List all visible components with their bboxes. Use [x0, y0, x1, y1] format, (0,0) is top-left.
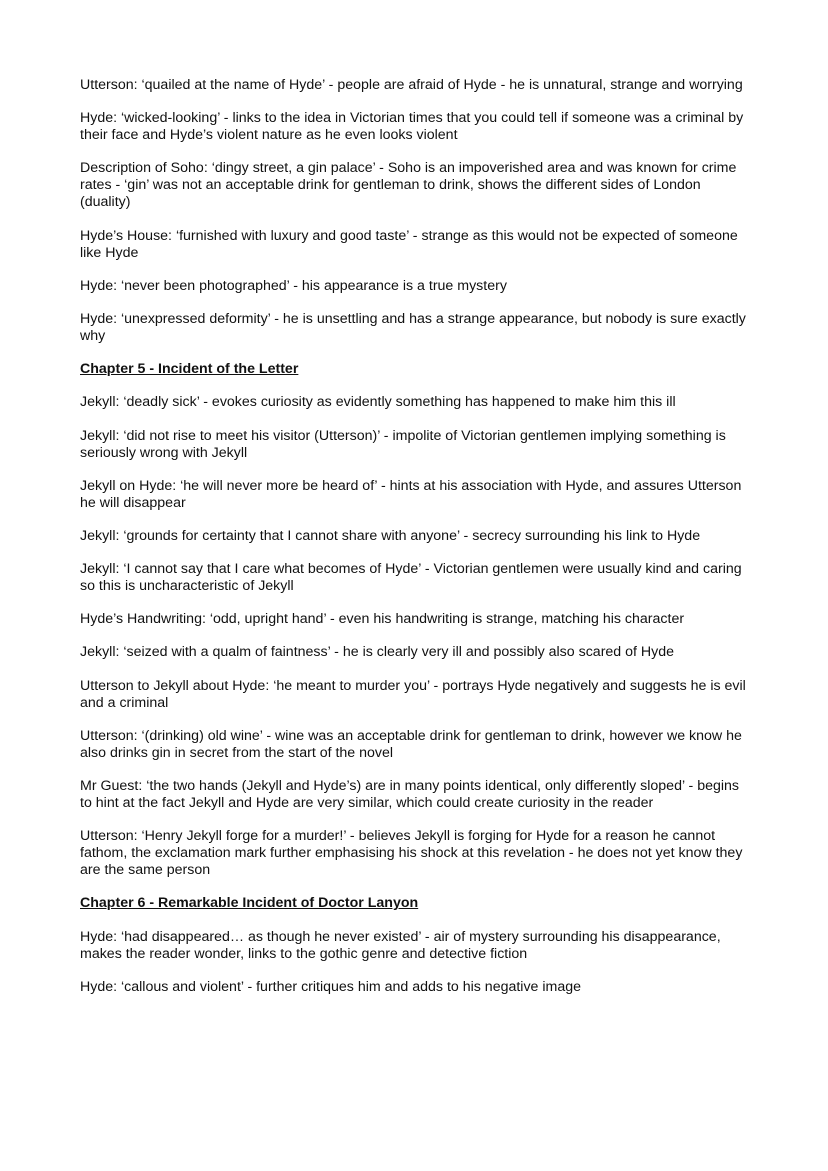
- paragraph: Hyde’s Handwriting: ‘odd, upright hand’ - even his handwriting is strange, matching his character: [80, 611, 685, 628]
- paragraph: Jekyll: ‘did not rise to meet his visitor (Utterson)’ - impolite of Victorian gentlemen implying something is seriously wrong with Jekyll: [80, 427, 726, 461]
- paragraph: Jekyll: ‘I cannot say that I care what becomes of Hyde’ - Victorian gentlemen were usually kind and caring so this is uncharacteristic of Jekyll: [80, 561, 742, 595]
- paragraph: Jekyll on Hyde: ‘he will never more be heard of’ - hints at his association with Hyde, and assures Utterson he will disappear: [80, 477, 742, 511]
- paragraph: Hyde: ‘wicked-looking’ - links to the idea in Victorian times that you could tell if someone was a criminal by their face and Hyde’s violent nature as he even looks violent: [80, 110, 744, 144]
- document-page: [80, 77, 752, 1012]
- paragraph: Utterson: ‘quailed at the name of Hyde’ - people are afraid of Hyde - he is unnatural, strange and worrying: [80, 77, 743, 93]
- chapter-heading: Chapter 6 - Remarkable Incident of Doctor Lanyon: [80, 895, 419, 912]
- chapter-heading: Chapter 5 - Incident of the Letter: [80, 361, 299, 378]
- paragraph: Hyde: ‘unexpressed deformity’ - he is unsettling and has a strange appearance, but nobody is sure exactly why: [80, 310, 746, 344]
- paragraph: Hyde: ‘never been photographed’ - his appearance is a true mystery: [80, 277, 507, 294]
- paragraph: Utterson to Jekyll about Hyde: ‘he meant to murder you’ - portrays Hyde negatively and suggests he is evil and a criminal: [80, 677, 746, 711]
- paragraph: Description of Soho: ‘dingy street, a gin palace’ - Soho is an impoverished area and was known for crime rates - ‘gin’ was not an acceptable drink for gentleman to drink, shows the different sides of London (duality): [80, 160, 737, 211]
- paragraph: Utterson: ‘(drinking) old wine’ - wine was an acceptable drink for gentleman to drink, however we know he also drinks gin in secret from the start of the novel: [80, 727, 742, 761]
- paragraph: Jekyll: ‘deadly sick’ - evokes curiosity as evidently something has happened to make him this ill: [80, 394, 676, 411]
- paragraph: Jekyll: ‘seized with a qualm of faintness’ - he is clearly very ill and possibly also scared of Hyde: [80, 644, 675, 661]
- paragraph: Jekyll: ‘grounds for certainty that I cannot share with anyone’ - secrecy surrounding his link to Hyde: [80, 527, 701, 544]
- paragraph: Hyde: ‘callous and violent’ - further critiques him and adds to his negative image: [80, 978, 582, 995]
- paragraph: Hyde: ‘had disappeared… as though he never existed’ - air of mystery surrounding his disappearance, makes the reader wonder, links to the gothic genre and detective fiction: [80, 928, 721, 962]
- paragraph: Hyde’s House: ‘furnished with luxury and good taste’ - strange as this would not be expected of someone like Hyde: [80, 227, 738, 261]
- paragraph: Mr Guest: ‘the two hands (Jekyll and Hyde’s) are in many points identical, only differently sloped’ - begins to hint at the fact Jekyll and Hyde are very similar, which could create curiosity in the reader: [80, 778, 739, 811]
- paragraph: Utterson: ‘Henry Jekyll forge for a murder!’ - believes Jekyll is forging for Hyde for a reason he cannot fathom, the exclamation mark further emphasising his shock at this revelation - he does not yet know they are the same person: [80, 828, 743, 879]
